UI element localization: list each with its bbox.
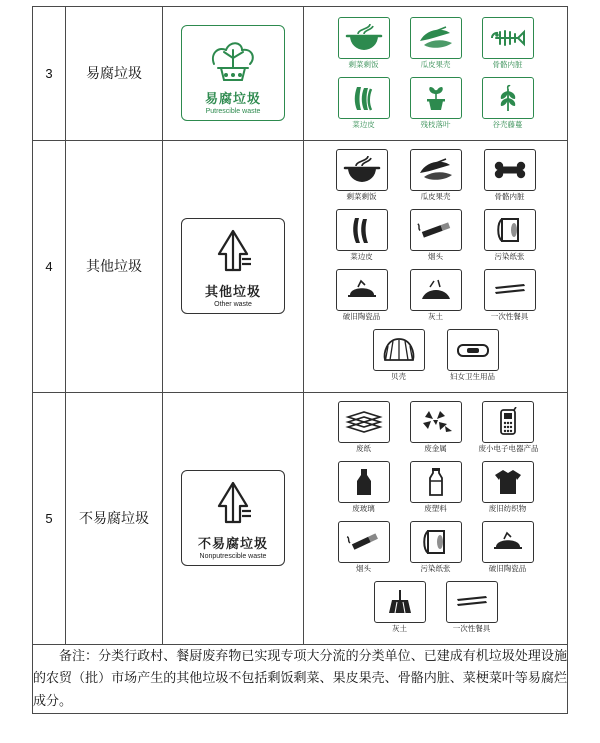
nonputrescible-waste-sign (181, 470, 285, 566)
item-label: 菜边皮 (352, 120, 375, 130)
table-row (33, 392, 568, 644)
list-item (479, 77, 537, 129)
broken-ceramic-icon (482, 521, 534, 563)
list-item (407, 17, 465, 69)
table-note-row (33, 644, 568, 713)
list-item (370, 329, 428, 381)
sanitary-product-icon (447, 329, 499, 371)
e-waste-icon (482, 401, 534, 443)
disposable-tableware-icon (446, 581, 498, 623)
row-items-cell (304, 140, 568, 392)
item-label: 菜边皮 (350, 251, 373, 261)
list-item (479, 401, 537, 453)
table-note-cell (33, 644, 568, 713)
item-label: 破旧陶瓷品 (488, 564, 527, 573)
row-sign-cell (163, 140, 304, 392)
list-item (333, 269, 391, 321)
item-grid (304, 141, 567, 392)
list-item (407, 521, 465, 573)
list-item (333, 149, 391, 201)
item-label: 残枝落叶 (420, 120, 451, 130)
item-label: 污染纸张 (494, 251, 525, 261)
item-label: 废小电子电器产品 (478, 443, 539, 453)
other-waste-sign-icon (184, 225, 282, 279)
melon-peel-icon (410, 17, 462, 59)
putrescible-waste-sign-icon (184, 32, 282, 86)
dust-icon (410, 269, 462, 311)
soiled-paper-icon (410, 521, 462, 563)
sign-label-cn: 易腐垃圾 (204, 91, 261, 107)
list-item (444, 329, 502, 381)
item-label: 一次性餐具 (490, 312, 529, 321)
sign-label-cn: 不易腐垃圾 (197, 536, 268, 551)
row-number-cell: 3 (33, 7, 66, 141)
item-grid (304, 393, 567, 644)
list-item (335, 521, 393, 573)
disposable-tableware-icon (484, 269, 536, 311)
sign-label-cn: 其他垃圾 (204, 284, 261, 299)
vegetable-peel-icon (336, 209, 388, 251)
list-item (443, 581, 501, 633)
row-category-name-cell: 不易腐垃圾 (66, 392, 163, 644)
item-label: 剩菜剩饭 (348, 60, 379, 69)
list-item (407, 77, 465, 129)
scrap-metal-icon (410, 401, 462, 443)
item-label: 烟头 (428, 251, 443, 261)
item-grid (304, 7, 567, 140)
shell-icon (373, 329, 425, 371)
fish-bone-icon (482, 17, 534, 59)
dust-icon (374, 581, 426, 623)
list-item (407, 149, 465, 201)
list-item (481, 269, 539, 321)
list-item (479, 461, 537, 513)
other-waste-sign (181, 218, 285, 314)
vegetable-leaf-icon (338, 77, 390, 119)
broken-ceramic-icon (336, 269, 388, 311)
table-row (33, 7, 568, 141)
list-item (481, 209, 539, 261)
item-label: 废金属 (424, 443, 447, 453)
item-label: 废塑料 (424, 503, 447, 513)
cigarette-butt-icon (338, 521, 390, 563)
waste-paper-icon (338, 401, 390, 443)
table-note-text: 备注：分类行政村、餐厨废弃物已实现专项大分流的分类单位、已建成有机垃圾处理设施的农贸（批）市场产生的其他垃圾不包括剩饭剩菜、果皮果壳、骨骼内脏、菜梗菜叶等易腐烂成分。 (33, 647, 567, 708)
cigarette-butt-icon (410, 209, 462, 251)
grain-husk-icon (482, 77, 534, 119)
list-item (407, 209, 465, 261)
item-label: 废旧纺织物 (488, 503, 527, 513)
list-item (407, 269, 465, 321)
soiled-paper-icon (484, 209, 536, 251)
bowl-icon (338, 17, 390, 59)
waste-plastic-icon (410, 461, 462, 503)
list-item (333, 209, 391, 261)
bone-icon (484, 149, 536, 191)
bowl-icon (336, 149, 388, 191)
waste-textile-icon (482, 461, 534, 503)
item-label: 贝壳 (391, 372, 406, 382)
item-label: 灰土 (392, 624, 407, 634)
list-item (481, 149, 539, 201)
list-item (335, 461, 393, 513)
item-label: 废纸 (356, 443, 371, 453)
sign-label-en: Other waste (214, 301, 252, 308)
item-label: 剩菜剩饭 (346, 191, 377, 201)
row-category-name-cell: 其他垃圾 (66, 140, 163, 392)
row-items-cell (304, 7, 568, 141)
potted-plant-icon (410, 77, 462, 119)
list-item (407, 461, 465, 513)
waste-classification-table (32, 6, 568, 714)
item-label: 烟头 (356, 564, 371, 573)
sign-label-en: Putrescible waste (205, 108, 261, 116)
list-item (335, 77, 393, 129)
putrescible-waste-sign (181, 25, 285, 121)
nonputrescible-waste-sign-icon (184, 477, 282, 531)
item-label: 瓜皮果壳 (420, 191, 451, 201)
waste-glass-icon (338, 461, 390, 503)
item-label: 废玻璃 (352, 503, 375, 513)
row-sign-cell (163, 392, 304, 644)
row-number-cell: 4 (33, 140, 66, 392)
row-items-cell (304, 392, 568, 644)
row-category-name-cell: 易腐垃圾 (66, 7, 163, 141)
item-label: 妇女卫生用品 (450, 372, 495, 382)
list-item (335, 17, 393, 69)
item-label: 灰土 (428, 312, 443, 321)
item-label: 骨骼内脏 (494, 191, 525, 201)
list-item (479, 521, 537, 573)
list-item (479, 17, 537, 69)
item-label: 谷壳藤蔓 (492, 120, 523, 130)
item-label: 破旧陶瓷品 (342, 312, 381, 321)
item-label: 一次性餐具 (452, 624, 491, 634)
sign-label-en: Nonputrescible waste (199, 553, 267, 560)
item-label: 骨骼内脏 (492, 60, 523, 69)
row-sign-cell (163, 7, 304, 141)
list-item (335, 401, 393, 453)
table-row (33, 140, 568, 392)
item-label: 瓜皮果壳 (420, 60, 451, 69)
melon-peel-icon (410, 149, 462, 191)
list-item (371, 581, 429, 633)
row-number-cell: 5 (33, 392, 66, 644)
item-label: 污染纸张 (420, 564, 451, 573)
list-item (407, 401, 465, 453)
